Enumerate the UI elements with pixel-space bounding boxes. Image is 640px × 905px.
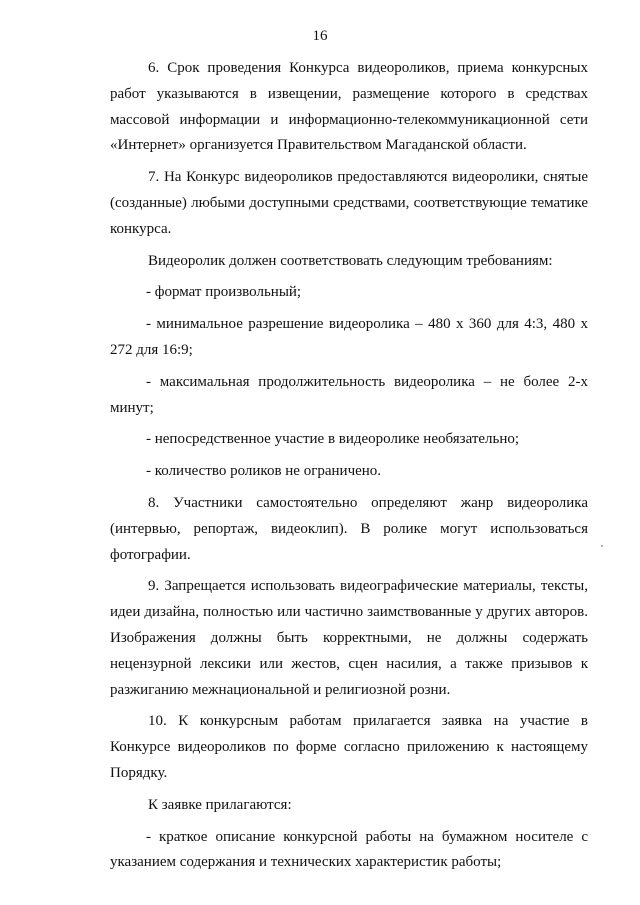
paragraph-10: 10. К конкурсным работам прилагается заявка на участие в Конкурсе видеороликов по форме согласно приложению к настоящему Порядку.: [110, 713, 588, 781]
requirement-count: - количество роликов не ограничено.: [146, 463, 382, 480]
requirement-format: - формат произвольный;: [146, 284, 302, 301]
requirements-intro: Видеоролик должен соответствовать следующим требованиям:: [148, 252, 553, 269]
paragraph-8: 8. Участники самостоятельно определяют жанр видеоролика (интервью, репортаж, видеоклип). В ролике могут использоваться фотографии.: [110, 494, 588, 563]
paragraph-9: 9. Запрещается использовать видеографические материалы, тексты, идеи дизайна, полностью или частично заимствованные у других авторов. Изображения должны быть корректными, не должны содержать нецензурной лексики или жестов, сцен насилия, а также призывов к разжиганию межнациональной и религиозной розни.: [110, 578, 588, 698]
paragraph-6: 6. Срок проведения Конкурса видеороликов, приема конкурсных работ указываются в извещении, размещение которого в средствах массовой информации и информационно-телекоммуникационной сети «Интернет» организуется Правительством Магаданской области.: [110, 60, 588, 154]
requirement-duration: - максимальная продолжительность видеоролика – не более 2-х минут;: [110, 373, 588, 416]
page-number: 16: [312, 28, 328, 44]
attachment-description: - краткое описание конкурсной работы на бумажном носителе с указанием содержания и технических характеристик работы;: [110, 828, 588, 871]
attachments-intro: К заявке прилагаются:: [148, 796, 292, 813]
paragraph-7: 7. На Конкурс видеороликов предоставляются видеоролики, снятые (созданные) любыми доступными средствами, соответствующие тематике конкурса.: [110, 169, 588, 237]
requirement-participation: - непосредственное участие в видеоролике необязательно;: [146, 431, 520, 448]
scan-speck: [601, 545, 603, 547]
requirement-resolution: - минимальное разрешение видеоролика – 480 x 360 для 4:3, 480 x 272 для 16:9;: [110, 316, 588, 358]
document-body: [110, 56, 588, 882]
